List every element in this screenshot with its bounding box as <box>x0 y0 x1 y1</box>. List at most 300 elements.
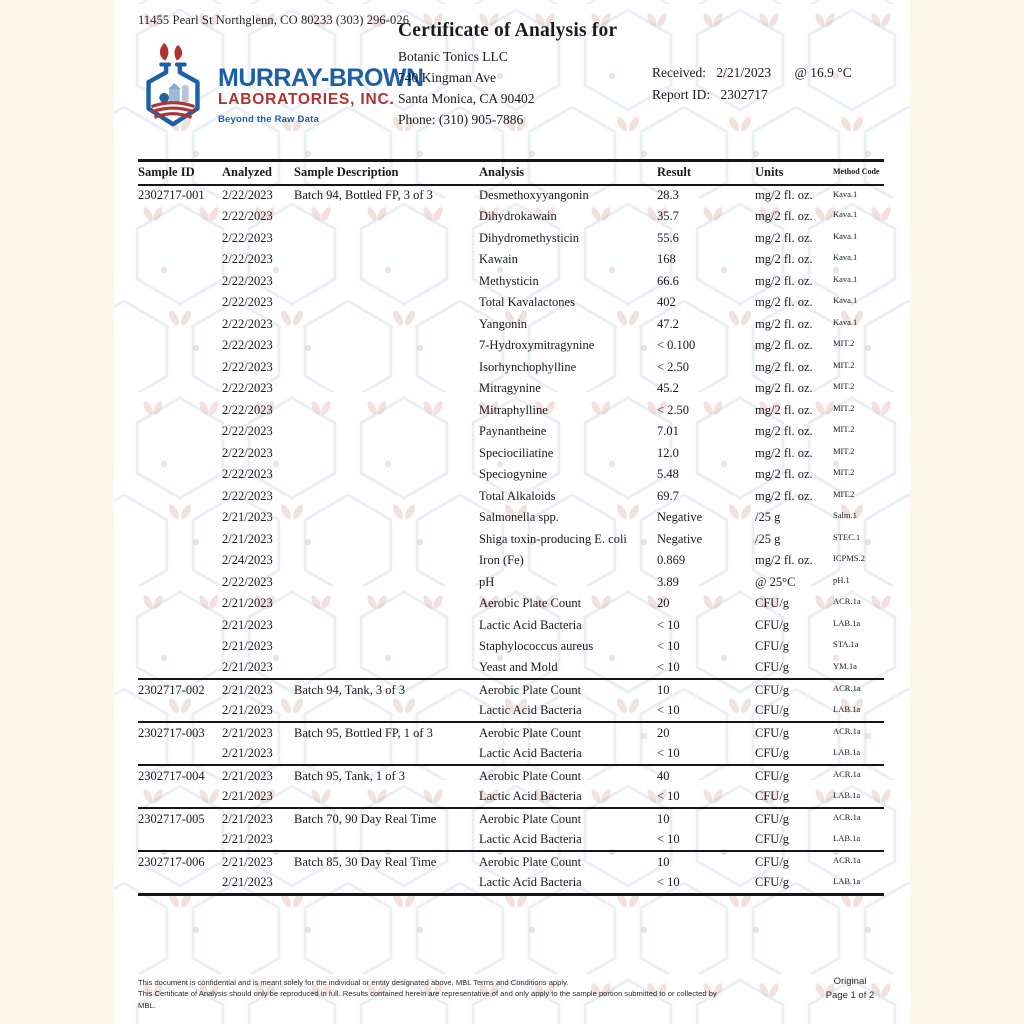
cell-analyzed-date: 2/21/2023 <box>222 765 294 787</box>
cell-sample-id <box>138 507 222 529</box>
cell-method-code: MIT.2 <box>833 445 855 456</box>
result-row <box>138 292 884 314</box>
cell-analysis: Salmonella spp. <box>479 510 559 525</box>
cell-method-code: MIT.2 <box>833 381 855 391</box>
cell-analyzed-date: 2/21/2023 <box>222 703 273 718</box>
cell-sample-description <box>294 400 479 422</box>
cell-analyzed-date: 2/22/2023 <box>222 295 273 310</box>
cell-method-code: ACR.1a <box>831 765 884 787</box>
cell-sample-id <box>138 550 222 572</box>
cell-sample-description <box>294 507 479 529</box>
cell-sample-description <box>294 486 479 508</box>
cell-sample-id <box>138 400 222 422</box>
result-row <box>138 206 884 228</box>
result-row <box>138 529 884 551</box>
cell-method-code: LAB.1a <box>833 703 861 714</box>
cell-units: CFU/g <box>755 832 790 847</box>
received-line <box>652 62 852 84</box>
cell-method-code: MIT.2 <box>833 467 855 477</box>
cell-sample-description <box>294 787 479 809</box>
footer-disclaimer <box>138 977 718 1011</box>
cell-analysis: Aerobic Plate Count <box>479 596 582 611</box>
cell-analyzed-date: 2/22/2023 <box>222 252 273 267</box>
cell-sample-description: Batch 70, 90 Day Real Time <box>294 808 479 830</box>
result-row <box>138 636 884 658</box>
cell-result: 10 <box>657 851 755 873</box>
report-id-line <box>652 84 852 106</box>
certificate-page <box>114 0 910 1024</box>
result-row <box>138 271 884 293</box>
report-id-value: 2302717 <box>720 86 768 102</box>
cell-analysis: Aerobic Plate Count <box>479 765 657 787</box>
cell-result: 66.6 <box>657 273 679 288</box>
cell-sample-id <box>138 228 222 250</box>
cell-result: 168 <box>657 252 676 267</box>
cell-units: mg/2 fl. oz. <box>755 316 813 331</box>
cell-analyzed-date: 2/21/2023 <box>222 832 273 847</box>
cell-result: 10 <box>657 808 755 830</box>
cell-analyzed-date: 2/21/2023 <box>222 808 294 830</box>
flask-logo-icon <box>132 42 214 134</box>
cell-result: < 10 <box>657 746 680 761</box>
cell-analysis: Total Alkaloids <box>479 488 556 503</box>
cell-result: < 10 <box>657 873 755 895</box>
cell-sample-description <box>294 701 479 723</box>
cell-method-code: Kava.1 <box>833 209 858 219</box>
cell-sample-id <box>138 636 222 658</box>
cell-analysis: 7-Hydroxymitragynine <box>479 338 595 353</box>
cell-sample-id: 2302717-004 <box>138 765 222 787</box>
cell-method-code: Kava.1 <box>833 295 858 305</box>
cell-analysis: Lactic Acid Bacteria <box>479 703 582 718</box>
result-row <box>138 228 884 250</box>
cell-method-code: ACR.1a <box>833 596 861 606</box>
cell-sample-description <box>294 335 479 357</box>
cell-analyzed-date: 2/22/2023 <box>222 445 273 460</box>
cell-sample-id <box>138 271 222 293</box>
cell-method-code: ACR.1a <box>831 808 884 830</box>
header-units: Units <box>755 161 831 185</box>
cell-units: mg/2 fl. oz. <box>755 553 813 568</box>
cell-method-code: Salm.1 <box>833 510 857 520</box>
result-row <box>138 378 884 400</box>
cell-units: @ 25°C <box>755 574 796 589</box>
cell-sample-id <box>138 701 222 723</box>
cell-result: < 10 <box>657 617 680 632</box>
cell-analyzed-date: 2/22/2023 <box>222 402 273 417</box>
cell-units: mg/2 fl. oz. <box>755 252 813 267</box>
cell-analyzed-date: 2/22/2023 <box>222 188 273 203</box>
lab-name-line2: LABORATORIES, INC. <box>218 91 395 108</box>
client-info <box>398 47 535 131</box>
cell-units: CFU/g <box>755 808 831 830</box>
cell-sample-description <box>294 228 479 250</box>
result-row <box>138 765 884 787</box>
cell-result: 5.48 <box>657 467 679 482</box>
cell-analysis: Lactic Acid Bacteria <box>479 873 657 895</box>
cell-method-code: LAB.1a <box>833 746 861 757</box>
cell-analyzed-date: 2/21/2023 <box>222 531 273 546</box>
report-id-label: Report ID: <box>652 86 711 102</box>
cell-sample-description <box>294 357 479 379</box>
cell-result: 3.89 <box>657 574 679 589</box>
cell-result: < 10 <box>657 639 680 654</box>
cell-result: 20 <box>657 722 755 744</box>
cell-units: CFU/g <box>755 703 790 718</box>
result-row <box>138 615 884 637</box>
result-row <box>138 400 884 422</box>
cell-analyzed-date: 2/21/2023 <box>222 660 273 675</box>
cell-analysis: Methysticin <box>479 273 539 288</box>
result-row <box>138 249 884 271</box>
cell-analysis: Mitraphylline <box>479 402 548 417</box>
cell-result: 12.0 <box>657 445 679 460</box>
cell-analysis: Yangonin <box>479 316 528 331</box>
cell-units: mg/2 fl. oz. <box>755 488 813 503</box>
cell-units: mg/2 fl. oz. <box>755 338 813 353</box>
cell-units: mg/2 fl. oz. <box>755 295 813 310</box>
cell-units: CFU/g <box>755 746 790 761</box>
cell-sample-description <box>294 249 479 271</box>
cell-sample-description <box>294 873 479 895</box>
cell-analyzed-date: 2/21/2023 <box>222 851 294 873</box>
cell-result: 55.6 <box>657 230 679 245</box>
cell-result: 20 <box>657 596 670 611</box>
result-row <box>138 722 884 744</box>
cell-method-code: pH.1 <box>833 574 850 585</box>
cell-sample-description <box>294 443 479 465</box>
received-label: Received: <box>652 65 706 80</box>
cell-sample-id <box>138 357 222 379</box>
cell-sample-id: 2302717-005 <box>138 808 222 830</box>
cell-analysis: Lactic Acid Bacteria <box>479 832 582 847</box>
cell-analyzed-date: 2/22/2023 <box>222 316 273 331</box>
result-row <box>138 335 884 357</box>
cell-method-code: Kava.1 <box>833 316 858 327</box>
cell-method-code: LAB.1a <box>831 873 884 895</box>
receipt-info <box>652 62 852 105</box>
client-name: Botanic Tonics LLC <box>398 49 508 64</box>
lab-tagline: Beyond the Raw Data <box>218 113 319 125</box>
cell-sample-id <box>138 464 222 486</box>
cell-method-code: STA.1a <box>833 639 859 649</box>
cell-units: mg/2 fl. oz. <box>755 381 813 396</box>
client-phone-label: Phone: <box>398 111 436 127</box>
cell-analyzed-date: 2/22/2023 <box>222 359 273 374</box>
results-header-row <box>138 161 884 185</box>
cell-sample-id <box>138 292 222 314</box>
result-row <box>138 486 884 508</box>
footer-disclaimer-line1: This document is confidential and is meant solely for the individual or entity designated above. MBL Terms and Conditions apply. <box>138 978 569 987</box>
cell-result: 40 <box>657 765 755 787</box>
footer-page-info <box>802 975 898 1003</box>
cell-result: < 2.50 <box>657 359 690 374</box>
client-phone-value: (310) 905-7886 <box>438 111 524 127</box>
cell-analyzed-date: 2/22/2023 <box>222 467 273 482</box>
cell-sample-description <box>294 314 479 336</box>
cell-result: < 2.50 <box>657 402 690 417</box>
cell-sample-id: 2302717-002 <box>138 679 222 701</box>
cell-sample-id <box>138 249 222 271</box>
result-row <box>138 787 884 809</box>
cell-analysis: Kawain <box>479 252 518 267</box>
cell-sample-description: Batch 94, Tank, 3 of 3 <box>294 679 479 701</box>
cell-analysis: Shiga toxin-producing E. coli <box>479 531 627 546</box>
cell-sample-id: 2302717-006 <box>138 851 222 873</box>
cell-units: mg/2 fl. oz. <box>755 402 813 417</box>
cell-analyzed-date: 2/22/2023 <box>222 488 273 503</box>
cell-units: CFU/g <box>755 765 831 787</box>
cell-analysis: Yeast and Mold <box>479 660 558 675</box>
result-row <box>138 421 884 443</box>
cell-units: mg/2 fl. oz. <box>755 230 813 245</box>
cell-analysis: Staphylococcus aureus <box>479 639 594 654</box>
result-row <box>138 464 884 486</box>
results-table <box>138 159 884 896</box>
client-phone <box>398 110 535 131</box>
cell-method-code: ICPMS.2 <box>833 553 865 563</box>
cell-sample-id <box>138 873 222 895</box>
cell-analysis: Aerobic Plate Count <box>479 679 657 701</box>
result-row <box>138 873 884 895</box>
cell-method-code: LAB.1a <box>833 617 861 628</box>
cell-units: /25 g <box>755 531 781 546</box>
cell-analyzed-date: 2/21/2023 <box>222 639 273 654</box>
cell-method-code: Kava.1 <box>833 273 858 284</box>
cell-units: CFU/g <box>755 617 790 632</box>
result-row <box>138 679 884 701</box>
header-method-code: Method Code <box>831 161 884 185</box>
cell-sample-id <box>138 206 222 228</box>
result-row <box>138 830 884 852</box>
cell-method-code: MIT.2 <box>833 402 855 413</box>
cell-analyzed-date: 2/21/2023 <box>222 722 294 744</box>
cell-result: 28.3 <box>657 188 679 203</box>
cell-sample-description <box>294 550 479 572</box>
document-title: Certificate of Analysis for <box>398 20 618 41</box>
cell-sample-description <box>294 206 479 228</box>
cell-units: mg/2 fl. oz. <box>755 273 813 288</box>
cell-sample-id <box>138 378 222 400</box>
header-result: Result <box>657 161 755 185</box>
cell-analyzed-date: 2/21/2023 <box>222 679 294 701</box>
cell-method-code: MIT.2 <box>833 359 855 370</box>
cell-analysis: Speciogynine <box>479 467 548 482</box>
cell-units: CFU/g <box>755 851 831 873</box>
cell-sample-id <box>138 744 222 766</box>
cell-analysis: Desmethoxyyangonin <box>479 188 589 203</box>
cell-method-code: STEC.1 <box>833 531 861 542</box>
cell-method-code: LAB.1a <box>833 832 861 843</box>
cell-method-code: MIT.2 <box>833 338 855 348</box>
cell-analyzed-date: 2/24/2023 <box>222 553 273 568</box>
cell-result: 35.7 <box>657 209 679 224</box>
cell-sample-description <box>294 593 479 615</box>
cell-analysis: Dihydromethysticin <box>479 230 579 245</box>
cell-sample-description <box>294 292 479 314</box>
cell-sample-description: Batch 94, Bottled FP, 3 of 3 <box>294 188 433 203</box>
cell-sample-description <box>294 744 479 766</box>
cell-analysis: Speciociliatine <box>479 445 554 460</box>
result-row <box>138 443 884 465</box>
cell-sample-description: Batch 95, Bottled FP, 1 of 3 <box>294 722 479 744</box>
cell-result: < 0.100 <box>657 338 696 353</box>
cell-units: mg/2 fl. oz. <box>755 209 813 224</box>
cell-result: Negative <box>657 531 703 546</box>
result-row <box>138 744 884 766</box>
cell-result: 45.2 <box>657 381 679 396</box>
header-sample-id: Sample ID <box>138 161 222 185</box>
cell-analysis: Lactic Acid Bacteria <box>479 789 582 804</box>
cell-units: CFU/g <box>755 722 831 744</box>
lab-logo-text <box>218 66 424 134</box>
result-row <box>138 550 884 572</box>
cell-analyzed-date: 2/22/2023 <box>222 209 273 224</box>
cell-result: < 10 <box>657 789 680 804</box>
certificate-content <box>114 0 910 1024</box>
cell-result: 0.869 <box>657 553 686 568</box>
cell-result: 69.7 <box>657 488 679 503</box>
cell-analyzed-date: 2/21/2023 <box>222 617 273 632</box>
cell-sample-id <box>138 421 222 443</box>
cell-sample-description <box>294 615 479 637</box>
page-number: Page 1 of 2 <box>825 989 875 1001</box>
cell-sample-description <box>294 529 479 551</box>
cell-analyzed-date: 2/21/2023 <box>222 596 273 611</box>
result-row <box>138 314 884 336</box>
cell-result: < 10 <box>657 703 680 718</box>
cell-method-code: MIT.2 <box>833 424 855 434</box>
header-analysis: Analysis <box>479 161 657 185</box>
cell-sample-description <box>294 464 479 486</box>
cell-units: CFU/g <box>755 679 831 701</box>
cell-units: CFU/g <box>755 660 790 675</box>
cell-sample-id <box>138 443 222 465</box>
result-row <box>138 185 884 207</box>
cell-sample-id <box>138 572 222 594</box>
cell-analysis: Total Kavalactones <box>479 295 575 310</box>
cell-method-code: Kava.1 <box>833 188 858 199</box>
cell-units: CFU/g <box>755 639 790 654</box>
cell-result: Negative <box>657 510 703 525</box>
cell-sample-id <box>138 658 222 680</box>
cell-units: mg/2 fl. oz. <box>755 188 813 203</box>
cell-method-code: MIT.2 <box>833 488 855 499</box>
cell-sample-id <box>138 335 222 357</box>
result-row <box>138 701 884 723</box>
result-row <box>138 808 884 830</box>
cell-result: 402 <box>657 295 676 310</box>
client-address-line1: 740 Kingman Ave <box>398 69 496 85</box>
result-row <box>138 593 884 615</box>
cell-sample-description: Batch 95, Tank, 1 of 3 <box>294 765 479 787</box>
cell-sample-description <box>294 636 479 658</box>
cell-analyzed-date: 2/22/2023 <box>222 381 273 396</box>
cell-analysis: Aerobic Plate Count <box>479 808 657 830</box>
cell-result: 47.2 <box>657 316 679 331</box>
cell-analysis: Aerobic Plate Count <box>479 851 657 873</box>
cell-analysis: Iron (Fe) <box>479 553 524 568</box>
copy-type: Original <box>833 976 867 987</box>
received-temperature: @ 16.9 °C <box>794 65 852 80</box>
cell-analyzed-date: 2/21/2023 <box>222 873 294 895</box>
header-analyzed: Analyzed <box>222 161 294 185</box>
cell-analyzed-date: 2/22/2023 <box>222 574 273 589</box>
result-row <box>138 507 884 529</box>
cell-analysis: Lactic Acid Bacteria <box>479 746 582 761</box>
cell-units: CFU/g <box>755 596 790 611</box>
cell-units: mg/2 fl. oz. <box>755 445 813 460</box>
cell-sample-id <box>138 787 222 809</box>
cell-units: /25 g <box>755 510 781 525</box>
cell-sample-description <box>294 421 479 443</box>
cell-sample-id <box>138 486 222 508</box>
cell-units: mg/2 fl. oz. <box>755 359 813 374</box>
cell-sample-description: Batch 85, 30 Day Real Time <box>294 851 479 873</box>
cell-sample-id <box>138 314 222 336</box>
cell-analysis: Paynantheine <box>479 424 547 439</box>
cell-analysis: pH <box>479 574 495 589</box>
cell-sample-description <box>294 572 479 594</box>
result-row <box>138 572 884 594</box>
cell-method-code: ACR.1a <box>831 851 884 873</box>
header-description: Sample Description <box>294 161 479 185</box>
cell-analysis: Dihydrokawain <box>479 209 557 224</box>
result-row <box>138 357 884 379</box>
cell-units: mg/2 fl. oz. <box>755 467 813 482</box>
result-row <box>138 658 884 680</box>
cell-analysis: Isorhynchophylline <box>479 359 577 374</box>
cell-analysis: Lactic Acid Bacteria <box>479 617 582 632</box>
client-address-line2: Santa Monica, CA 90402 <box>398 90 535 106</box>
cell-result: < 10 <box>657 660 680 675</box>
footer-disclaimer-line2: This Certificate of Analysis should only be reproduced in full. Results contained herein are representative of and only apply to the sample portion submitted to or collected by MBL. <box>138 989 717 1010</box>
cell-sample-id: 2302717-001 <box>138 188 205 203</box>
cell-result: < 10 <box>657 832 680 847</box>
cell-sample-description <box>294 830 479 852</box>
cell-analyzed-date: 2/22/2023 <box>222 424 273 439</box>
received-date: 2/21/2023 <box>716 65 772 80</box>
results-table-body <box>138 185 884 895</box>
lab-address: 11455 Pearl St Northglenn, CO 80233 (303) 296-026 <box>138 13 410 27</box>
cell-method-code: LAB.1a <box>833 789 861 800</box>
lab-logo <box>132 42 424 134</box>
cell-analyzed-date: 2/22/2023 <box>222 338 273 353</box>
cell-units: CFU/g <box>755 789 790 804</box>
result-row <box>138 851 884 873</box>
cell-result: 10 <box>657 679 755 701</box>
cell-analysis: Mitragynine <box>479 381 541 396</box>
cell-sample-id <box>138 593 222 615</box>
lab-name-line1: MURRAY-BROWN <box>218 64 424 92</box>
cell-method-code: ACR.1a <box>831 722 884 744</box>
cell-analyzed-date: 2/21/2023 <box>222 746 273 761</box>
cell-units: mg/2 fl. oz. <box>755 424 813 439</box>
cell-units: CFU/g <box>755 873 831 895</box>
cell-sample-id <box>138 529 222 551</box>
cell-method-code: Kava.1 <box>833 252 858 262</box>
cell-method-code: YM.1a <box>833 660 857 671</box>
cell-method-code: Kava.1 <box>833 230 858 241</box>
cell-result: 7.01 <box>657 424 679 439</box>
cell-method-code: ACR.1a <box>831 679 884 701</box>
cell-sample-description <box>294 658 479 680</box>
cell-analyzed-date: 2/21/2023 <box>222 789 273 804</box>
cell-sample-id: 2302717-003 <box>138 722 222 744</box>
cell-analyzed-date: 2/22/2023 <box>222 230 273 245</box>
cell-sample-id <box>138 615 222 637</box>
cell-sample-description <box>294 271 479 293</box>
